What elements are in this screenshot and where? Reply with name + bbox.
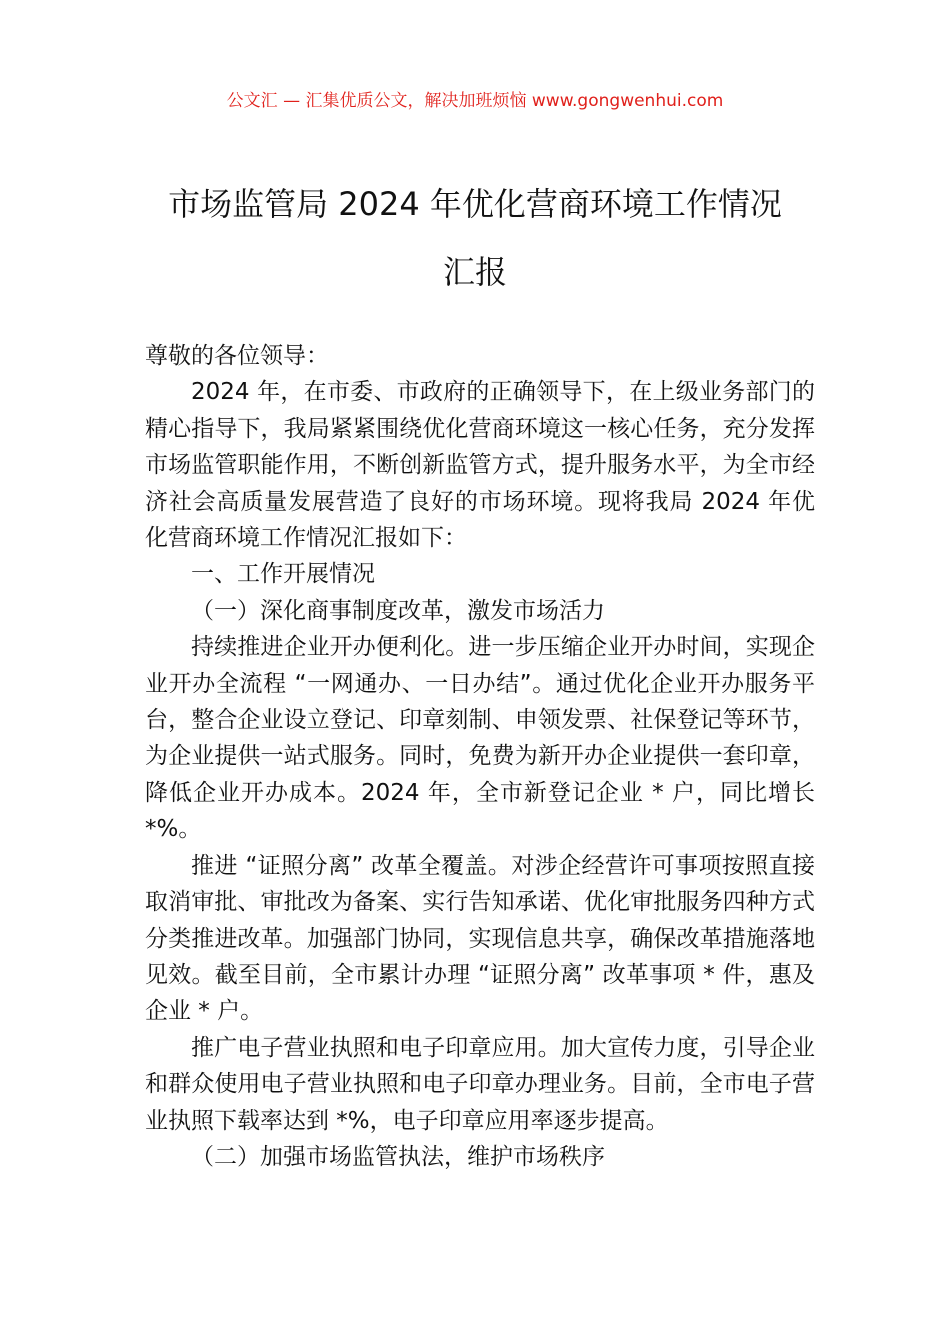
- document-body: [145, 338, 815, 1175]
- document-title-line-1: 市场监管局 2024 年优化营商环境工作情况: [168, 185, 782, 223]
- salutation: 尊敬的各位领导：: [145, 343, 329, 369]
- paragraph-intro: 2024 年，在市委、市政府的正确领导下，在上级业务部门的精心指导下，我局紧紧围绕优化营商环境这一核心任务，充分发挥市场监管职能作用，不断创新监管方式，提升服务水平，为全市经济社会高质量发展营造了良好的市场环境。现将我局 2024 年优化营商环境工作情况汇报如下：: [145, 379, 815, 552]
- subsection-heading-1: （一）深化商事制度改革，激发市场活力: [191, 597, 605, 624]
- document-title-line-2: 汇报: [442, 253, 507, 291]
- paragraph-license-reform: 推进 “证照分离” 改革全覆盖。对涉企经营许可事项按照直接取消审批、审批改为备案、实行告知承诺、优化审批服务四种方式分类推进改革。加强部门协同，实现信息共享，确保改革措施落地见效。截至目前，全市累计办理 “证照分离” 改革事项 * 件，惠及企业 * 户。: [145, 852, 815, 1025]
- header-banner: 公文汇 — 汇集优质公文，解决加班烦恼 www.gongwenhui.com: [226, 91, 724, 111]
- document-title: [60, 170, 890, 306]
- paragraph-business-startup: 持续推进企业开办便利化。进一步压缩企业开办时间，实现企业开办全流程 “一网通办、一日办结”。通过优化企业开办服务平台，整合企业设立登记、印章刻制、申领发票、社保登记等环节，为企业提供一站式服务。同时，免费为新开办企业提供一套印章，降低企业开办成本。2024 年，全市新登记企业 * 户，同比增长 *%。: [145, 634, 815, 843]
- subsection-heading-2: （二）加强市场监管执法，维护市场秩序: [191, 1143, 605, 1170]
- section-heading-1: 一、工作开展情况: [191, 561, 375, 588]
- paragraph-e-license: 推广电子营业执照和电子印章应用。加大宣传力度，引导企业和群众使用电子营业执照和电子印章办理业务。目前，全市电子营业执照下载率达到 *%，电子印章应用率逐步提高。: [145, 1034, 815, 1134]
